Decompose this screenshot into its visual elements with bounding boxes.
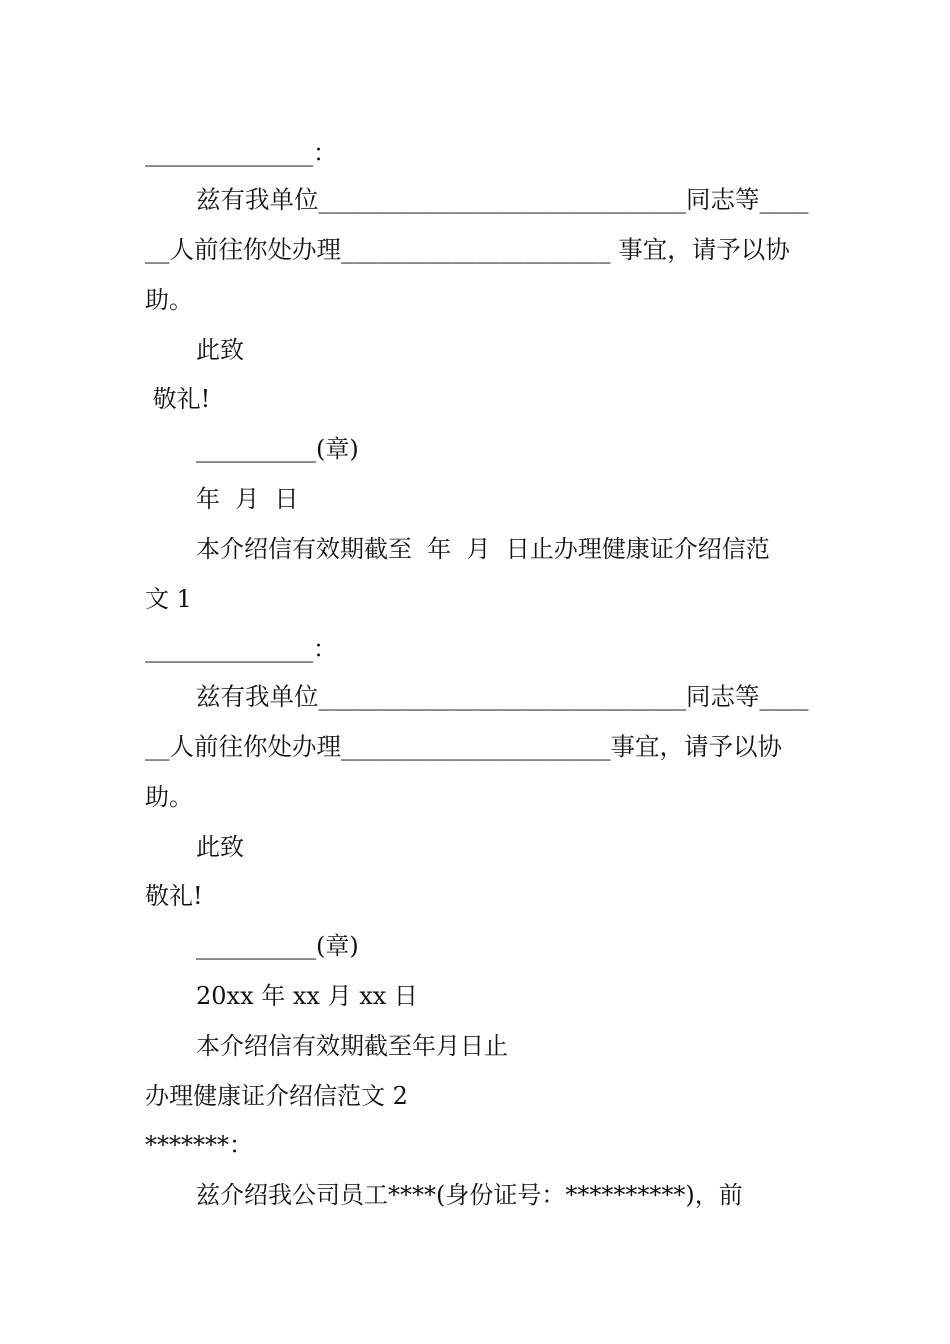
date-line-1: 年 月 日 bbox=[196, 485, 299, 513]
body-line-5: __人前往你处办理______________________事宜，请予以协 bbox=[145, 732, 782, 761]
stamp-line-1: __________(章) bbox=[196, 435, 359, 463]
recipient-line-2: ______________： bbox=[145, 635, 337, 663]
body-line-4: 兹有我单位______________________________同志等____ bbox=[196, 682, 809, 711]
title-line-1: 文 1 bbox=[145, 585, 192, 613]
validity-line-1: 本介绍信有效期截至 年 月 日止办理健康证介绍信范 bbox=[196, 535, 770, 563]
regards-1: 敬礼! bbox=[145, 385, 211, 413]
body-line-2: __人前往你处办理______________________ 事宜，请予以协 bbox=[145, 235, 790, 264]
salutation-1: 此致 bbox=[196, 336, 244, 364]
salutation-2: 此致 bbox=[196, 833, 244, 861]
title-line-2: 办理健康证介绍信范文 2 bbox=[145, 1082, 408, 1110]
body-line-7: 兹介绍我公司员工****(身份证号：**********)，前 bbox=[196, 1181, 743, 1209]
recipient-line-3: *******： bbox=[145, 1131, 253, 1159]
validity-line-2: 本介绍信有效期截至年月日止 bbox=[196, 1032, 508, 1060]
body-line-1: 兹有我单位______________________________同志等____ bbox=[196, 185, 809, 214]
body-line-6: 助。 bbox=[145, 783, 193, 811]
stamp-line-2: __________(章) bbox=[196, 932, 359, 960]
recipient-line-1: ______________： bbox=[145, 139, 337, 167]
regards-2: 敬礼! bbox=[145, 882, 203, 910]
date-line-2: 20xx 年 xx 月 xx 日 bbox=[196, 982, 418, 1010]
body-line-3: 助。 bbox=[145, 286, 193, 314]
